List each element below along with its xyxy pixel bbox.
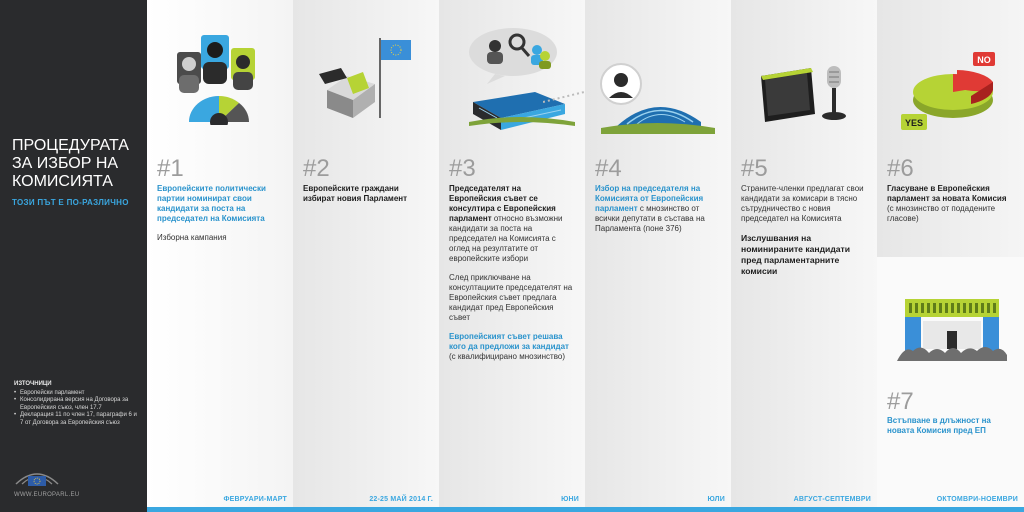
sources-list xyxy=(14,390,139,427)
step-number: #4 xyxy=(595,155,622,182)
step-paragraph: След приключване на консултациите председателят на Европейския съвет предлага кандидат пред Европейския съвет xyxy=(449,273,573,322)
website-url[interactable]: WWW.EUROPARL.EU xyxy=(14,492,80,498)
step-detail: (с мнозинство от подадените гласове) xyxy=(887,204,996,223)
page-title: ПРОЦЕДУРАТА ЗА ИЗБОР НА КОМИСИЯТА xyxy=(12,137,129,190)
step-detail-2: (с квалифицирано мнозинство) xyxy=(449,352,565,361)
source-item: • Консолидирана версия на Договора за Европейския съюз, член 17.7 xyxy=(14,397,139,412)
step-text xyxy=(887,416,1013,436)
step-extra: Изборна кампания xyxy=(157,233,227,242)
pie-no-label: NO xyxy=(977,55,991,65)
vote-pie-chart-icon xyxy=(897,44,1012,136)
step-5-column xyxy=(731,0,877,512)
step-highlight: Встъпване в длъжност на новата Комисия пред ЕП xyxy=(887,416,991,435)
european-parliament-logo-icon xyxy=(14,462,60,488)
timeline-bar xyxy=(877,507,1024,512)
step-date: 22-25 МАЙ 2014 Г. xyxy=(369,496,433,503)
step-highlight: Европейските граждани избират новия Парламент xyxy=(303,184,408,203)
step-text xyxy=(157,184,283,252)
step-text xyxy=(595,184,721,243)
step-paragraph: Страните-членки предлагат свои кандидати за комисари в тясно сътрудничество с новия председател на Комисията xyxy=(741,184,864,223)
source-item: • Декларация 11 по член 17, параграфи 6 и 7 от Договора за Европейския съюз xyxy=(14,412,139,427)
timeline-bar xyxy=(293,507,439,512)
step-date: ФЕВРУАРИ-МАРТ xyxy=(223,496,287,503)
timeline-bar xyxy=(147,507,293,512)
step-number: #5 xyxy=(741,155,768,182)
step-number: #3 xyxy=(449,155,476,182)
timeline-bar xyxy=(731,507,877,512)
step-6-column xyxy=(877,0,1024,512)
step-text xyxy=(741,184,867,286)
step-number: #6 xyxy=(887,155,914,182)
step-1-column xyxy=(147,0,293,512)
step-detail: относно възможни кандидати за поста на председател на Комисията с оглед на резултатите от европейските избори xyxy=(449,214,563,263)
consultation-building-icon xyxy=(465,22,585,132)
step-highlight: Председателят на Европейския съвет се консултира с Европейския парламент xyxy=(449,184,556,223)
step-text xyxy=(303,184,429,213)
step-highlight: Изслушвания на номинираните кандидати пред парламентарните комисии xyxy=(741,233,851,276)
step-number: #1 xyxy=(157,155,184,182)
step-4-column xyxy=(585,0,731,512)
step-7-panel xyxy=(877,257,1024,512)
ballot-box-eu-flag-icon xyxy=(317,32,417,122)
swearing-in-ceremony-icon xyxy=(897,295,1007,361)
step-detail: с мнозинство от всички депутати в състава на Парламента (поне 376) xyxy=(595,204,705,233)
timeline-bar xyxy=(439,507,585,512)
step-3-column xyxy=(439,0,585,512)
step-date: ЮНИ xyxy=(561,496,579,503)
candidates-icon xyxy=(169,30,269,125)
sidebar xyxy=(0,0,147,512)
step-date: ЮЛИ xyxy=(707,496,725,503)
step-text xyxy=(887,184,1013,233)
step-number: #7 xyxy=(887,388,914,415)
pie-yes-label: YES xyxy=(904,118,924,128)
step-text xyxy=(449,184,575,371)
step-2-column xyxy=(293,0,439,512)
hearing-microphone-icon xyxy=(755,52,855,132)
parliament-president-icon xyxy=(597,60,717,135)
step-date: ОКТОМВРИ-НОЕМВРИ xyxy=(936,496,1018,503)
step-highlight: Гласуване в Европейския парламент за новата Комисия xyxy=(887,184,1007,203)
step-highlight: Европейските политически партии номинират свои кандидати за поста на председател на Комисията xyxy=(157,184,266,223)
timeline-bar xyxy=(585,507,731,512)
page-subtitle: ТОЗИ ПЪТ Е ПО-РАЗЛИЧНО xyxy=(12,198,129,207)
step-highlight: Избор на председателя на Комисията от Европейския парламент xyxy=(595,184,704,213)
step-highlight-2: Европейският съвет решава кого да предложи за кандидат xyxy=(449,332,569,351)
step-date: АВГУСТ-СЕПТЕМВРИ xyxy=(793,496,871,503)
step-number: #2 xyxy=(303,155,330,182)
sources-heading: ИЗТОЧНИЦИ xyxy=(14,381,52,387)
source-item: • Европейски парламент xyxy=(14,390,139,397)
